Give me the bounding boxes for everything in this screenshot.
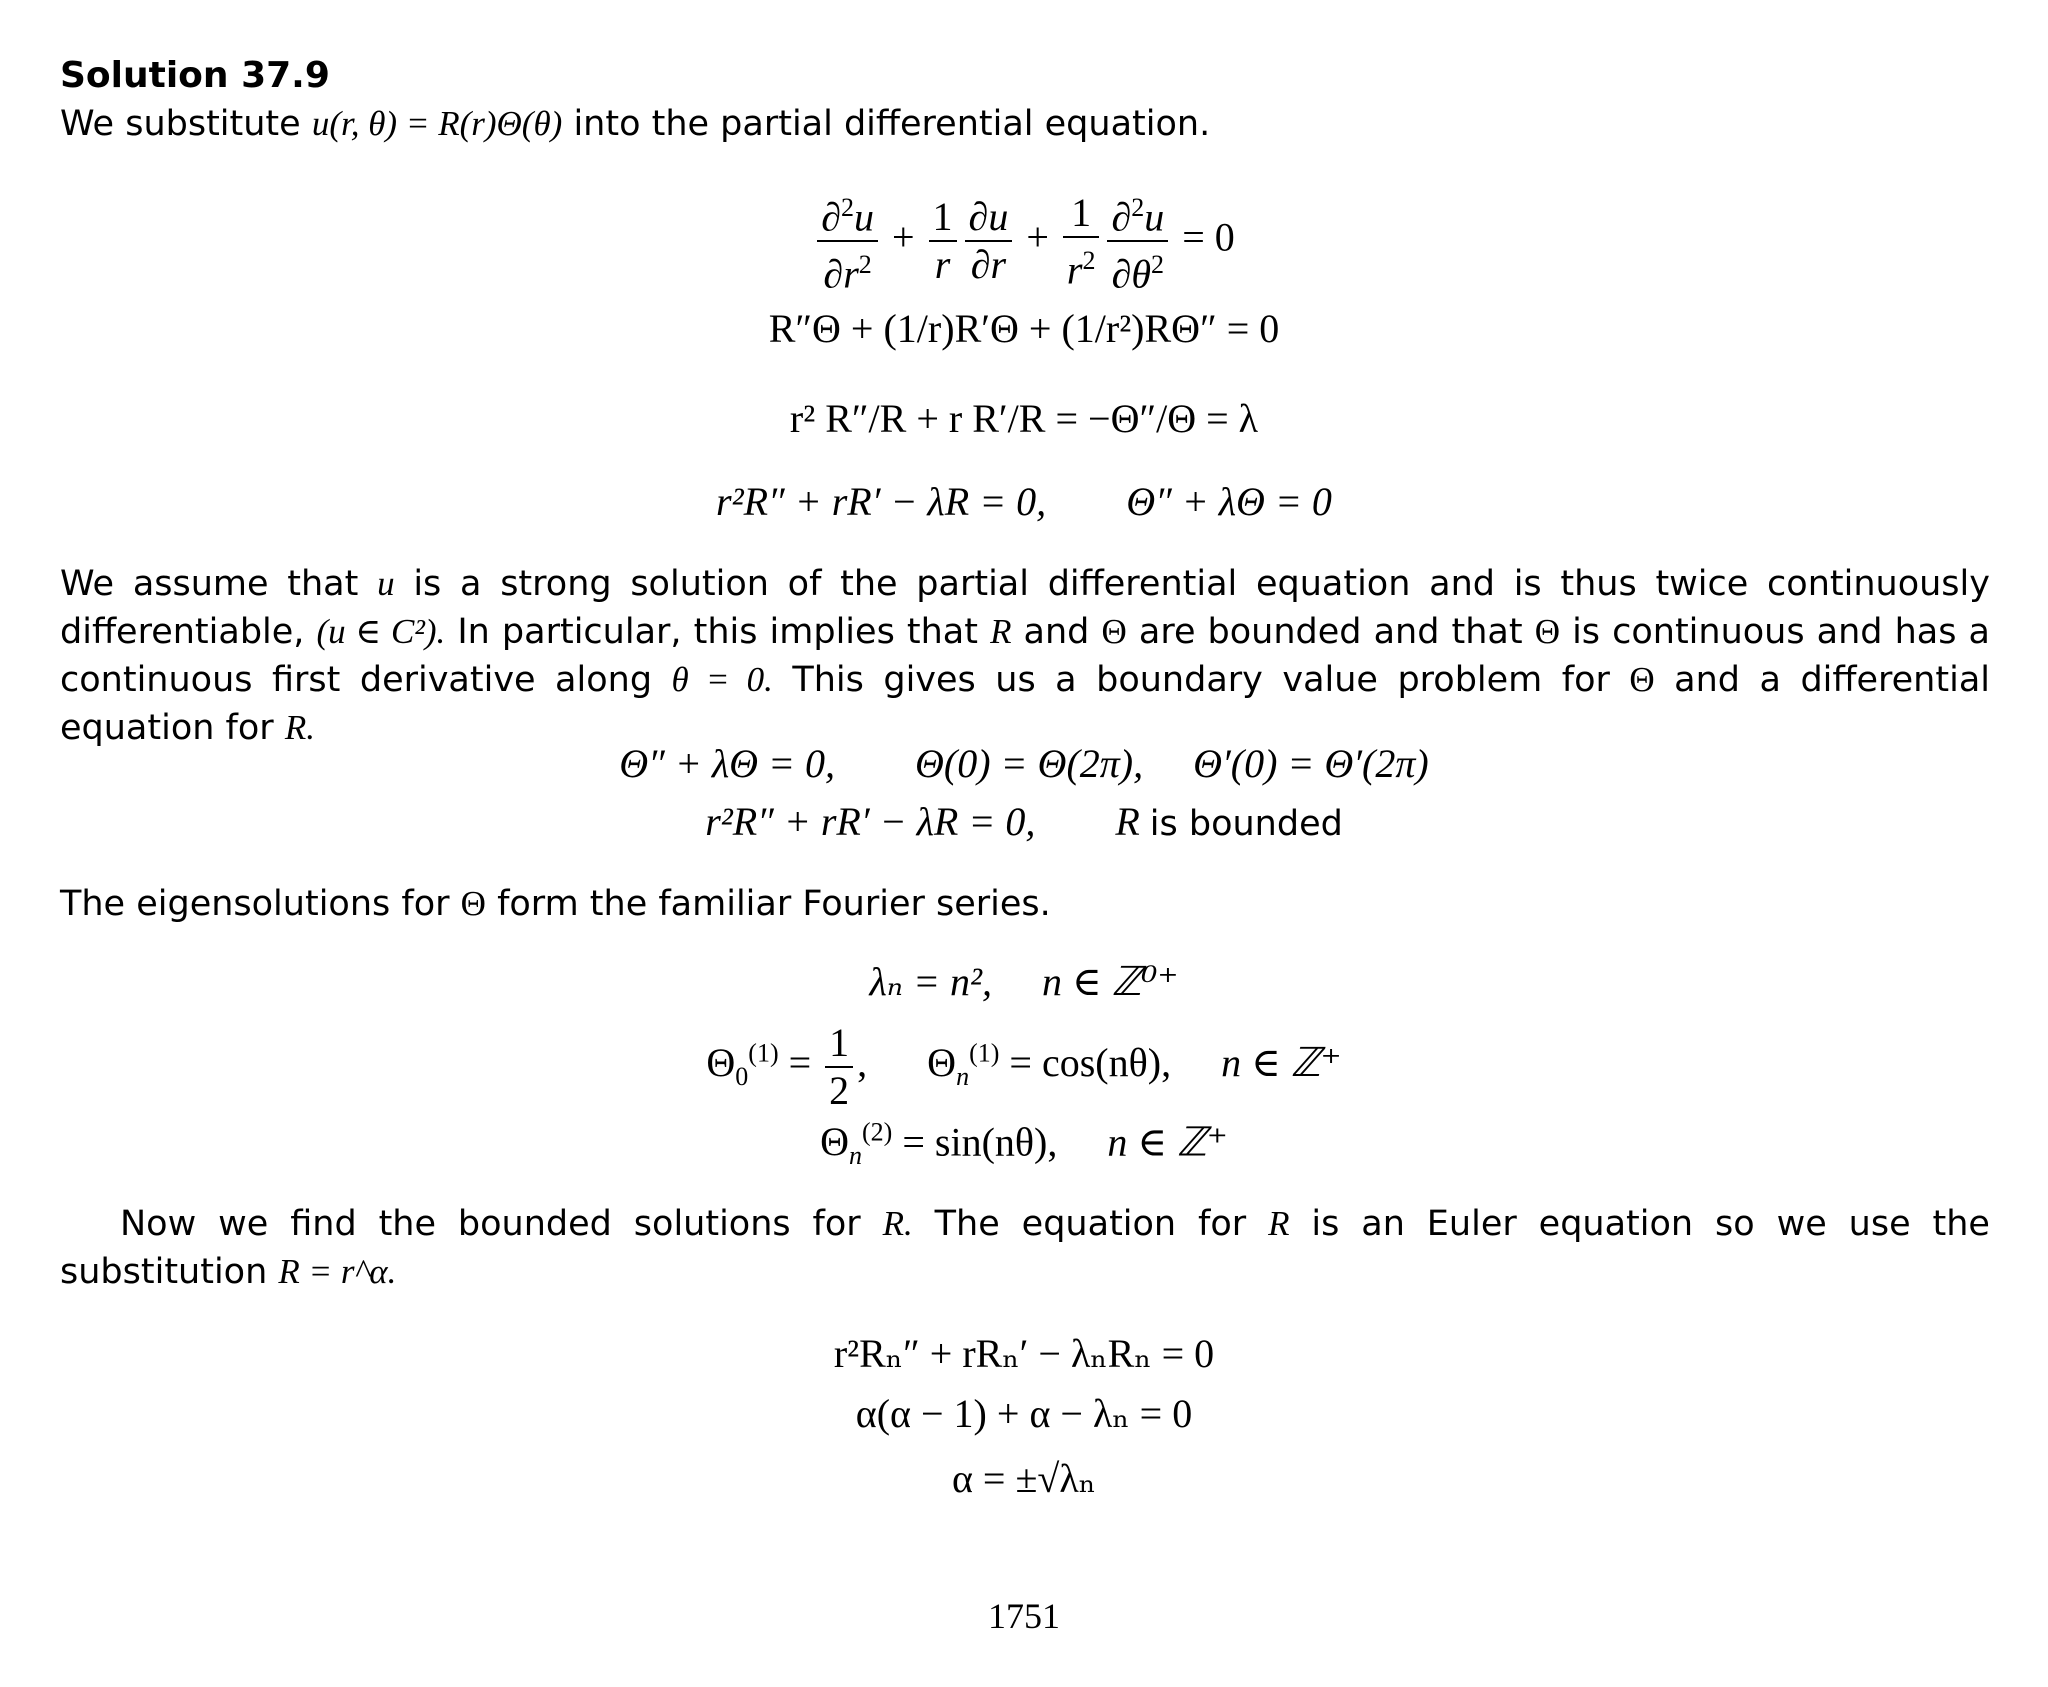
alpha-solution: α = ±√λₙ (951, 1456, 1097, 1501)
angular-ode: Θ″ + λΘ = 0 (1126, 479, 1332, 524)
radial-condition: r²R″ + rR′ − λR = 0, R is bounded (705, 799, 1343, 844)
indicial-equation: α(α − 1) + α − λₙ = 0 (855, 1391, 1193, 1436)
radial-ode: r²R″ + rR′ − λR = 0, (716, 479, 1047, 524)
pde-equation: $\frac{\partial^2u}{\partial r^2}$ + $\frac{1}{r}$ $\frac{\partial u}{\partial r}$ + $\frac{1}{r^2}$ $\frac{\partial^2u}{\partial\theta^2}$ = 0 (0, 185, 2048, 298)
bvp-equation: Θ″ + λΘ = 0, Θ(0) = Θ(2π), Θ′(0) = Θ′(2π) (619, 741, 1429, 786)
assumption-paragraph: We assume that u is a strong solution of the partial differential equation and is thus twice continuously differentiable, (u ∈ C²). In particular, this implies that R and Θ are bounded and that Θ is continuous and has a continuous first derivative along θ = 0. This gives us a boundary value problem for Θ and a differential equation for R. (60, 564, 1990, 748)
pde-rhs: = 0 (1182, 214, 1235, 260)
intro-paragraph (60, 100, 1990, 148)
page-number: 1751 (988, 1596, 1060, 1636)
eigenfunctions-1: $\Theta_0^{(1)}$ = $\frac{1}{2}$ , $\Theta_n^{(1)} = \cos(n\theta)$, n ∈ ℤ⁺ (706, 1020, 1342, 1113)
intro-math: u(r, θ) = R(r)Θ(θ) (311, 104, 563, 143)
intro-text-end: into the partial differential equation. (573, 104, 1211, 144)
solution-heading: Solution 37.9 (60, 55, 330, 96)
intro-text: We substitute (60, 104, 301, 144)
euler-paragraph: Now we find the bounded solutions for R. The equation for R is an Euler equation so we use the substitution R = r^α. (60, 1204, 1990, 1292)
separated-equation: R″Θ + (1/r)R′Θ + (1/r²)RΘ″ = 0 (768, 306, 1280, 351)
eigenvalues: λₙ = n², n ∈ ℤ⁰⁺ (869, 959, 1179, 1004)
euler-equation: r²Rₙ″ + rRₙ′ − λₙRₙ = 0 (833, 1331, 1215, 1376)
fourier-paragraph: The eigensolutions for Θ form the familiar Fourier series. (60, 884, 1051, 924)
lambda-equation: r² R″/R + r R′/R = −Θ″/Θ = λ (789, 396, 1259, 441)
separated-odes (0, 478, 2048, 525)
eigenfunctions-2: $\Theta_n^{(2)} = \sin(n\theta)$, n ∈ ℤ⁺ (820, 1118, 1228, 1171)
